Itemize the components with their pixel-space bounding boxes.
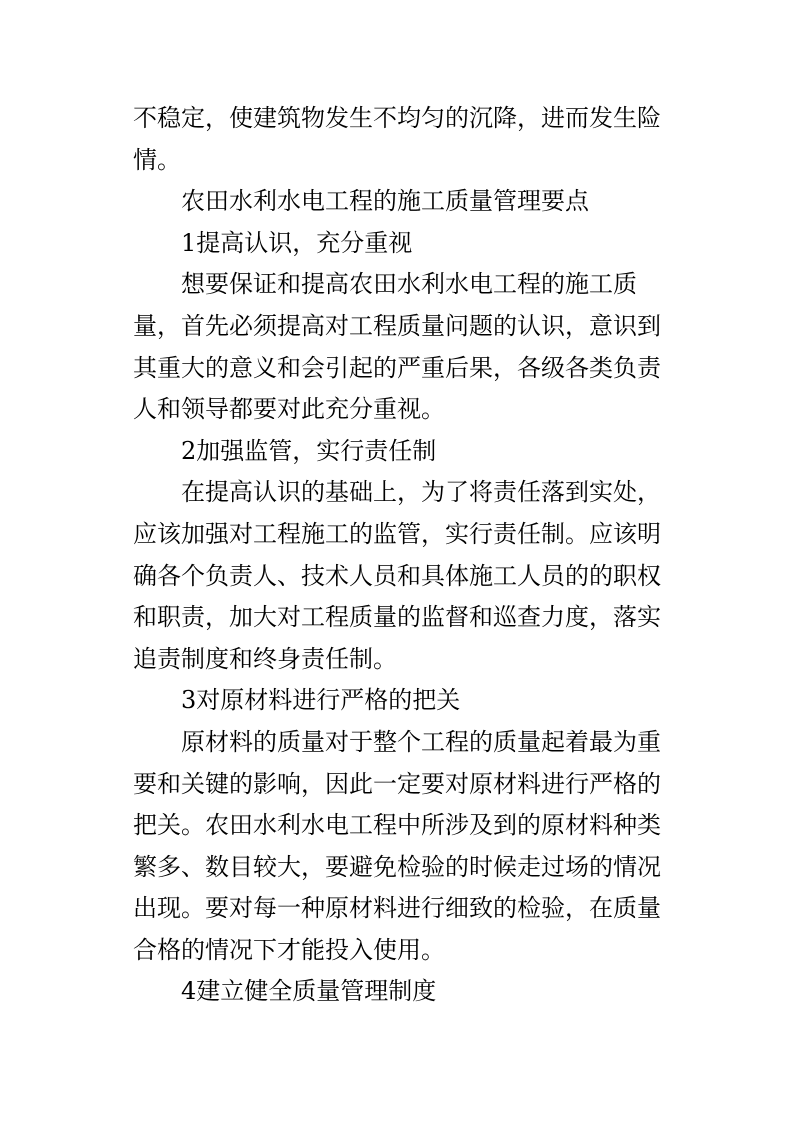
subheading-1: 1提高认识，充分重视 xyxy=(181,228,413,257)
paragraph-continuation: 不稳定，使建筑物发生不均匀的沉降，进而发生险情。 xyxy=(133,104,661,174)
subheading-4: 4建立健全质量管理制度 xyxy=(181,977,437,1006)
paragraph-3: 原材料的质量对于整个工程的质量起着最为重要和关键的影响，因此一定要对原材料进行严格的把关。农田水利水电工程中所涉及到的原材料种类繁多、数目较大，要避免检验的时候走过场的情况出现。要对每一种原材料进行细致的检验，在质量合格的情况下才能投入使用。 xyxy=(133,727,661,964)
paragraph-2: 在提高认识的基础上，为了将责任落到实处，应该加强对工程施工的监管，实行责任制。应该明确各个负责人、技术人员和具体施工人员的的职权和职责，加大对工程质量的监督和巡查力度，落实追责制度和终身责任制。 xyxy=(133,478,661,673)
document-body xyxy=(133,98,673,1013)
section-heading: 农田水利水电工程的施工质量管理要点 xyxy=(181,187,589,216)
subheading-3: 3对原材料进行严格的把关 xyxy=(181,686,461,715)
paragraph-1: 想要保证和提高农田水利水电工程的施工质量，首先必须提高对工程质量问题的认识，意识到其重大的意义和会引起的严重后果，各级各类负责人和领导都要对此充分重视。 xyxy=(133,270,661,424)
subheading-2: 2加强监管，实行责任制 xyxy=(181,436,437,465)
